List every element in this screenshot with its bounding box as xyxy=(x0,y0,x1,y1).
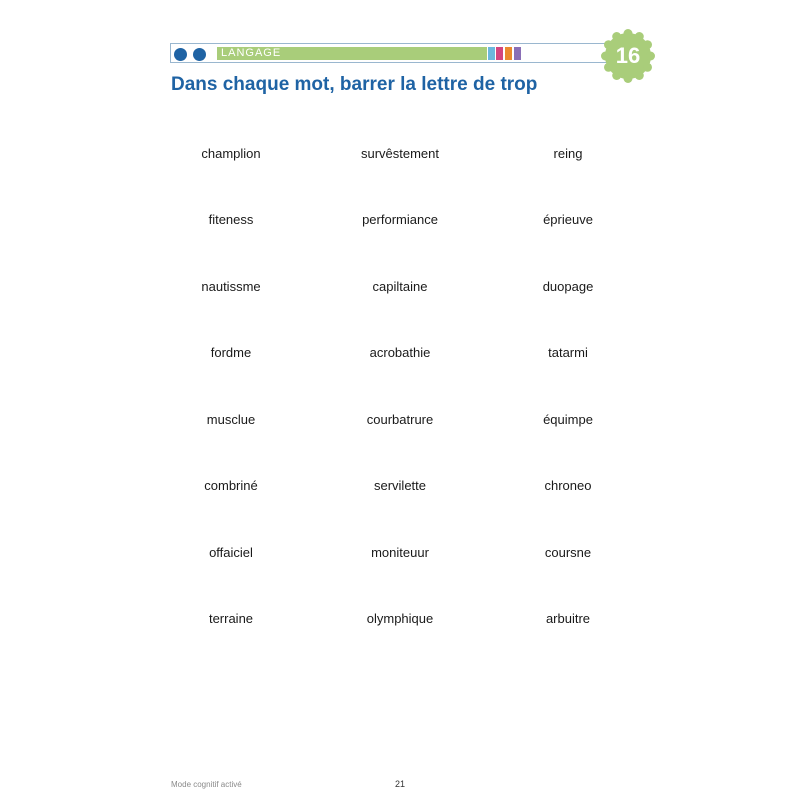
word-item: fiteness xyxy=(208,212,254,227)
word-item: champlion xyxy=(201,146,261,161)
word-item: musclue xyxy=(206,412,256,427)
word-item: reing xyxy=(553,146,583,161)
word-item: acrobathie xyxy=(369,345,431,360)
blue-dot-icon xyxy=(193,48,206,61)
word-item: performiance xyxy=(362,212,438,227)
word-item: nautissme xyxy=(201,279,261,294)
section-label: LANGAGE xyxy=(221,47,282,59)
exercise-title: Dans chaque mot, barrer la lettre de trop xyxy=(171,74,538,95)
word-item: tatarmi xyxy=(548,345,588,360)
color-swatch-purple xyxy=(514,47,521,60)
exercise-number-badge xyxy=(601,29,655,83)
word-item: capiltaine xyxy=(372,279,428,294)
word-item: servilette xyxy=(373,478,427,493)
word-item: survêstement xyxy=(360,146,440,161)
word-item: olymphique xyxy=(366,611,434,626)
word-item: terraine xyxy=(208,611,254,626)
word-item: offaiciel xyxy=(209,545,253,560)
blue-dot-icon xyxy=(174,48,187,61)
word-item: coursne xyxy=(544,545,592,560)
section-header-bar xyxy=(170,43,610,63)
word-item: chroneo xyxy=(544,478,592,493)
page-number: 21 xyxy=(394,779,405,789)
word-item: combriné xyxy=(204,478,258,493)
word-item: fordme xyxy=(210,345,252,360)
word-item: duopage xyxy=(542,279,594,294)
word-item: arbuitre xyxy=(545,611,591,626)
footer-collection-name: Mode cognitif activé xyxy=(171,780,242,789)
word-item: courbatrure xyxy=(366,412,434,427)
color-swatch-blue xyxy=(488,47,495,60)
color-swatch-orange xyxy=(505,47,512,60)
word-item: moniteuur xyxy=(371,545,429,560)
color-swatch-pink xyxy=(496,47,503,60)
word-item: éprieuve xyxy=(543,212,593,227)
section-band xyxy=(217,47,487,60)
badge-number: 16 xyxy=(615,43,641,68)
word-item: équimpe xyxy=(543,412,593,427)
